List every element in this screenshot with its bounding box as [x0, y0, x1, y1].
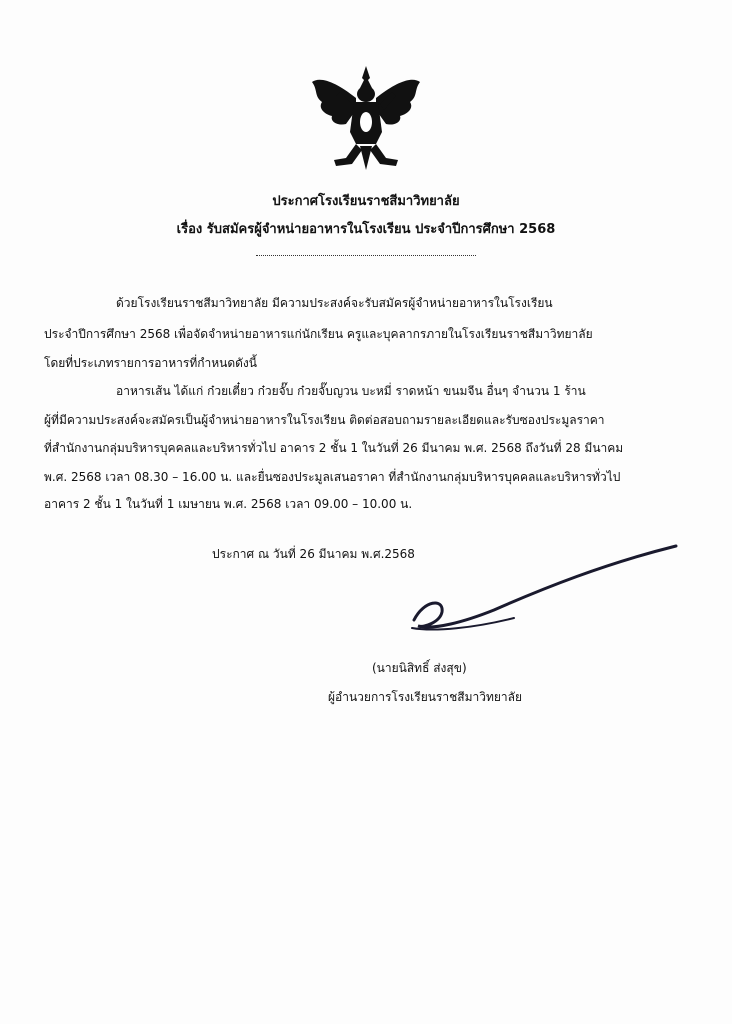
paragraph-line: ที่สำนักงานกลุ่มบริหารบุคคลและบริหารทั่วไป อาคาร 2 ชั้น 1 ในวันที่ 26 มีนาคม พ.ศ. 2568 ถึงวันที่ 28 มีนาคม	[44, 441, 624, 455]
paragraph-line: พ.ศ. 2568 เวลา 08.30 – 16.00 น. และยื่นซองประมูลเสนอราคา ที่สำนักงานกลุ่มบริหารบุคคลและบริหารทั่วไป	[44, 470, 621, 484]
signature-icon	[404, 540, 694, 640]
paragraph-line: ผู้ที่มีความประสงค์จะสมัครเป็นผู้จำหน่ายอาหารในโรงเรียน ติดต่อสอบถามรายละเอียดและรับซองประมูลราคา	[44, 413, 605, 427]
announcement-subject: เรื่อง รับสมัครผู้จำหน่ายอาหารในโรงเรียน ประจำปีการศึกษา 2568	[176, 222, 556, 237]
signer-position: ผู้อำนวยการโรงเรียนราชสีมาวิทยาลัย	[328, 690, 523, 704]
announced-date: ประกาศ ณ วันที่ 26 มีนาคม พ.ศ.2568	[212, 547, 415, 561]
paragraph-line: ด้วยโรงเรียนราชสีมาวิทยาลัย มีความประสงค์จะรับสมัครผู้จำหน่ายอาหารในโรงเรียน	[116, 296, 553, 310]
paragraph-line: อาคาร 2 ชั้น 1 ในวันที่ 1 เมษายน พ.ศ. 2568 เวลา 09.00 – 10.00 น.	[44, 497, 413, 511]
paragraph-line: โดยที่ประเภทรายการอาหารที่กำหนดดังนี้	[44, 356, 257, 370]
dotted-divider	[256, 255, 476, 256]
announcement-title: ประกาศโรงเรียนราชสีมาวิทยาลัย	[272, 194, 460, 209]
paragraph-line: อาหารเส้น ได้แก่ ก๋วยเตี๋ยว ก๋วยจั๊บ ก๋วยจั๊บญวน บะหมี่ ราดหน้า ขนมจีน อื่นๆ จำนวน 1 ร้าน	[116, 384, 586, 398]
signer-name: (นายนิสิทธิ์ ส่งสุข)	[372, 661, 467, 675]
paragraph-line: ประจำปีการศึกษา 2568 เพื่อจัดจำหน่ายอาหารแก่นักเรียน ครูและบุคลากรภายในโรงเรียนราชสีมาวิทยาลัย	[44, 327, 593, 341]
garuda-emblem-icon	[306, 62, 426, 174]
